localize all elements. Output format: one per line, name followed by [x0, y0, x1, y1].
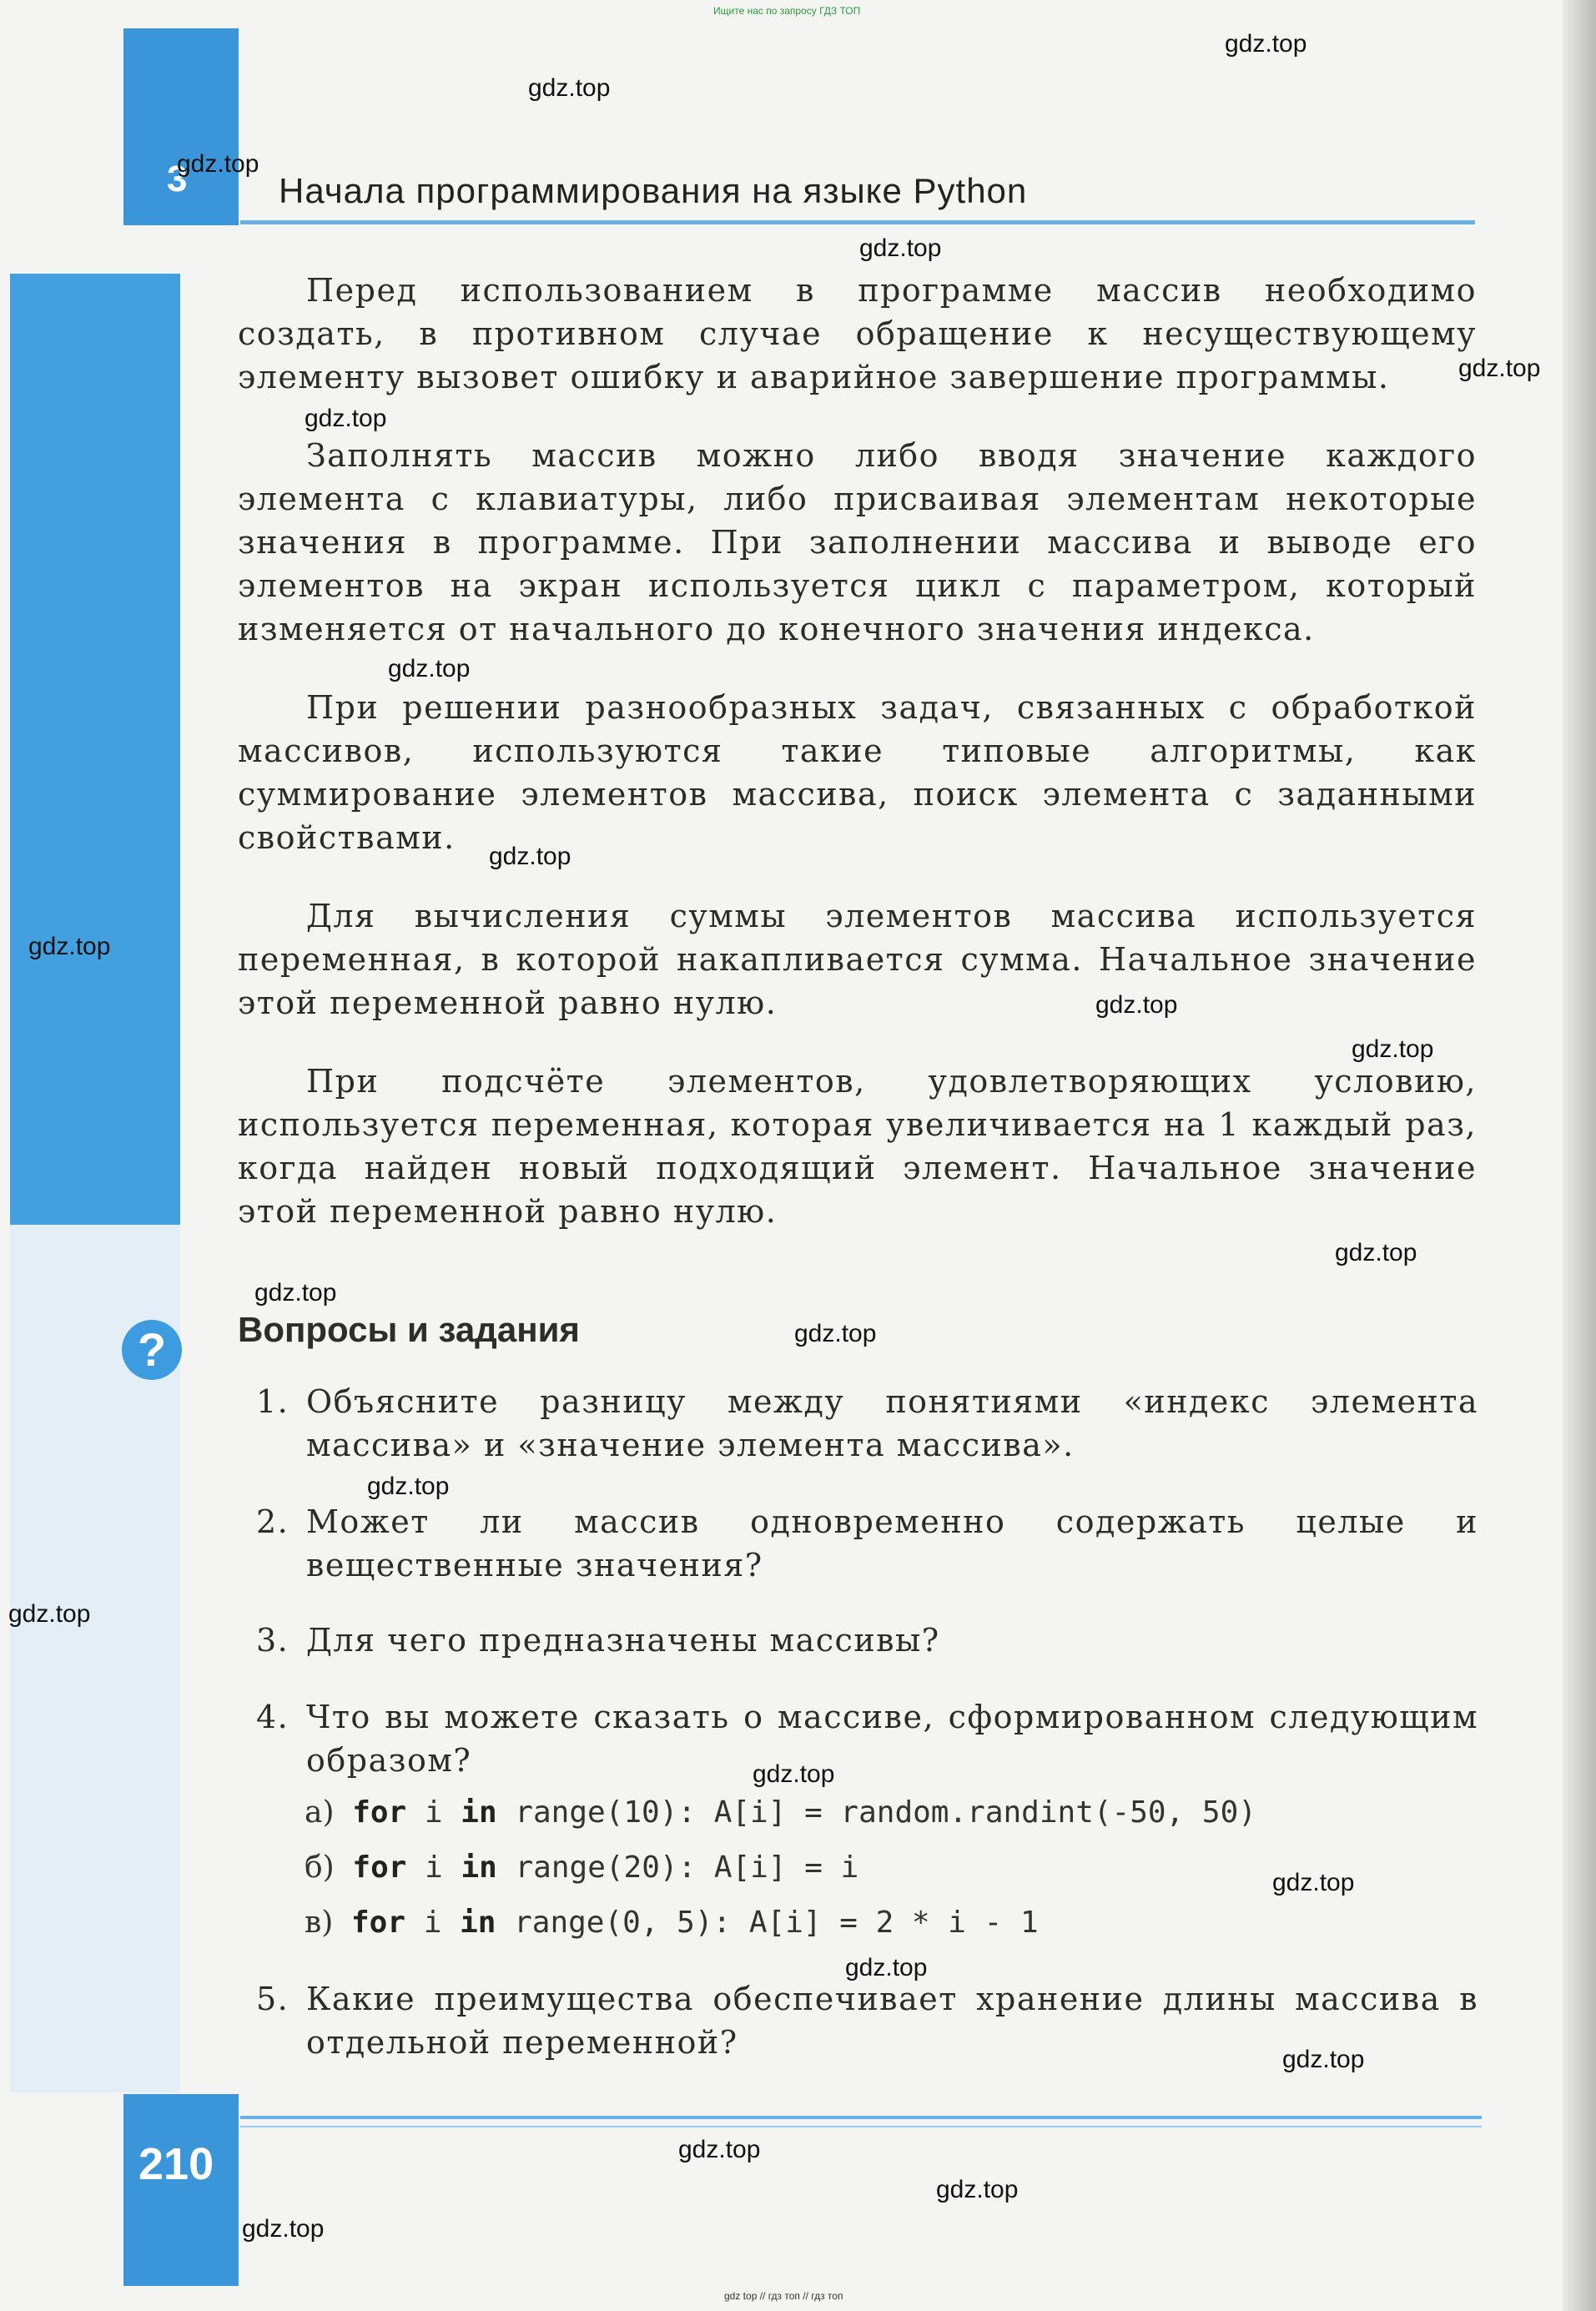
- page-number: 210: [138, 2139, 214, 2189]
- watermark: gdz.top: [859, 234, 942, 262]
- question-text: Что вы можете сказать о массиве, сформированном следующим образом?: [306, 1699, 1478, 1779]
- watermark: gdz.top: [1272, 1869, 1355, 1896]
- question-number: 3.: [256, 1622, 289, 1659]
- code-keyword: for: [351, 1906, 406, 1940]
- footer-rule: [240, 2116, 1482, 2119]
- code-line: [305, 1850, 858, 1885]
- chapter-title: Начала программирования на языке Python: [279, 171, 1028, 210]
- code-label: в): [305, 1906, 334, 1940]
- question-text: Может ли массив одновременно содержать целые и вещественные значения?: [306, 1503, 1478, 1583]
- question-item: [256, 1500, 1478, 1587]
- question-number: 5.: [256, 1981, 289, 2017]
- watermark: gdz.top: [254, 1279, 337, 1307]
- code-text: range(20): A[i] = i: [496, 1850, 859, 1885]
- question-text: Для чего предназначены массивы?: [306, 1622, 940, 1659]
- watermark: gdz.top: [388, 655, 471, 682]
- question-number: 4.: [256, 1699, 289, 1735]
- paragraph: Заполнять массив можно либо вводя значение каждого элемента с клавиатуры, либо присваивая элементам некоторые значения в программе. При заполнении массива и выводе его элементов на экран используется цикл с параметром, который изменяется от начального до конечного значения индекса.: [238, 437, 1477, 647]
- header-rule: [240, 220, 1475, 224]
- bottom-note: gdz top // гдз топ // гдз топ: [724, 2290, 843, 2302]
- question-item: [256, 1695, 1478, 1782]
- sidebar-stripe: [10, 274, 180, 1225]
- watermark: gdz.top: [845, 1954, 928, 1981]
- code-text: range(0, 5): A[i] = 2 * i - 1: [496, 1906, 1039, 1940]
- code-line: [305, 1795, 1256, 1830]
- question-number: 1.: [256, 1383, 289, 1420]
- watermark: gdz.top: [28, 933, 111, 960]
- code-text: range(10): A[i] = random.randint(-50, 50): [496, 1795, 1256, 1830]
- question-item: [256, 1619, 1478, 1662]
- code-keyword: for: [352, 1795, 407, 1830]
- watermark: gdz.top: [177, 150, 259, 178]
- code-line: [305, 1906, 1039, 1940]
- paragraph: Перед использованием в программе массив необходимо создать, в противном случае обращение к несуществующему элементу вызовет ошибку и аварийное завершение программы.: [238, 272, 1477, 395]
- watermark: gdz.top: [753, 1760, 835, 1788]
- code-text: i: [405, 1906, 461, 1940]
- footer-rule-secondary: [240, 2126, 1482, 2127]
- watermark: gdz.top: [1458, 355, 1541, 382]
- code-text: i: [406, 1850, 461, 1885]
- code-text: i: [406, 1795, 461, 1830]
- watermark: gdz.top: [1335, 1239, 1417, 1266]
- code-keyword: for: [352, 1850, 407, 1885]
- watermark: gdz.top: [1225, 30, 1307, 58]
- watermark: gdz.top: [489, 843, 571, 870]
- code-keyword: in: [461, 1795, 497, 1830]
- paragraph: Для вычисления суммы элементов массива используется переменная, в которой накапливается сумма. Начальное значение этой переменной равно нулю.: [238, 898, 1477, 1021]
- watermark: gdz.top: [1282, 2046, 1365, 2073]
- watermark: gdz.top: [242, 2215, 325, 2243]
- watermark: gdz.top: [367, 1473, 450, 1500]
- code-label: а): [305, 1795, 335, 1830]
- paragraph: При решении разнообразных задач, связанных с обработкой массивов, используются такие типовые алгоритмы, как суммирование элементов массива, поиск элемента с заданными свойствами.: [238, 689, 1477, 856]
- question-number: 2.: [256, 1503, 289, 1540]
- code-keyword: in: [461, 1850, 497, 1885]
- watermark: gdz.top: [678, 2136, 761, 2163]
- question-item: [256, 1380, 1478, 1467]
- paragraph: При подсчёте элементов, удовлетворяющих условию, используется переменная, которая увеличивается на 1 каждый раз, когда найден новый подходящий элемент. Начальное значение этой переменной равно нулю.: [238, 1063, 1477, 1230]
- watermark: gdz.top: [1352, 1035, 1434, 1063]
- top-note: Ищите нас по запросу ГДЗ ТОП: [713, 5, 861, 17]
- question-text: Какие преимущества обеспечивает хранение длины массива в отдельной переменной?: [306, 1981, 1478, 2061]
- code-keyword: in: [460, 1906, 496, 1940]
- question-mark-icon: ?: [122, 1320, 182, 1380]
- watermark: gdz.top: [305, 405, 387, 432]
- page-edge-shadow: [1563, 0, 1596, 2311]
- watermark: gdz.top: [1095, 991, 1178, 1019]
- chapter-number: 3: [167, 159, 188, 199]
- watermark: gdz.top: [794, 1320, 877, 1347]
- page-number-block: [123, 2094, 239, 2286]
- questions-heading: Вопросы и задания: [238, 1310, 580, 1349]
- watermark: gdz.top: [8, 1600, 91, 1628]
- watermark: gdz.top: [528, 74, 611, 102]
- code-label: б): [305, 1850, 335, 1885]
- watermark: gdz.top: [936, 2176, 1019, 2203]
- question-text: Объясните разницу между понятиями «индекс элемента массива» и «значение элемента массива».: [306, 1383, 1478, 1463]
